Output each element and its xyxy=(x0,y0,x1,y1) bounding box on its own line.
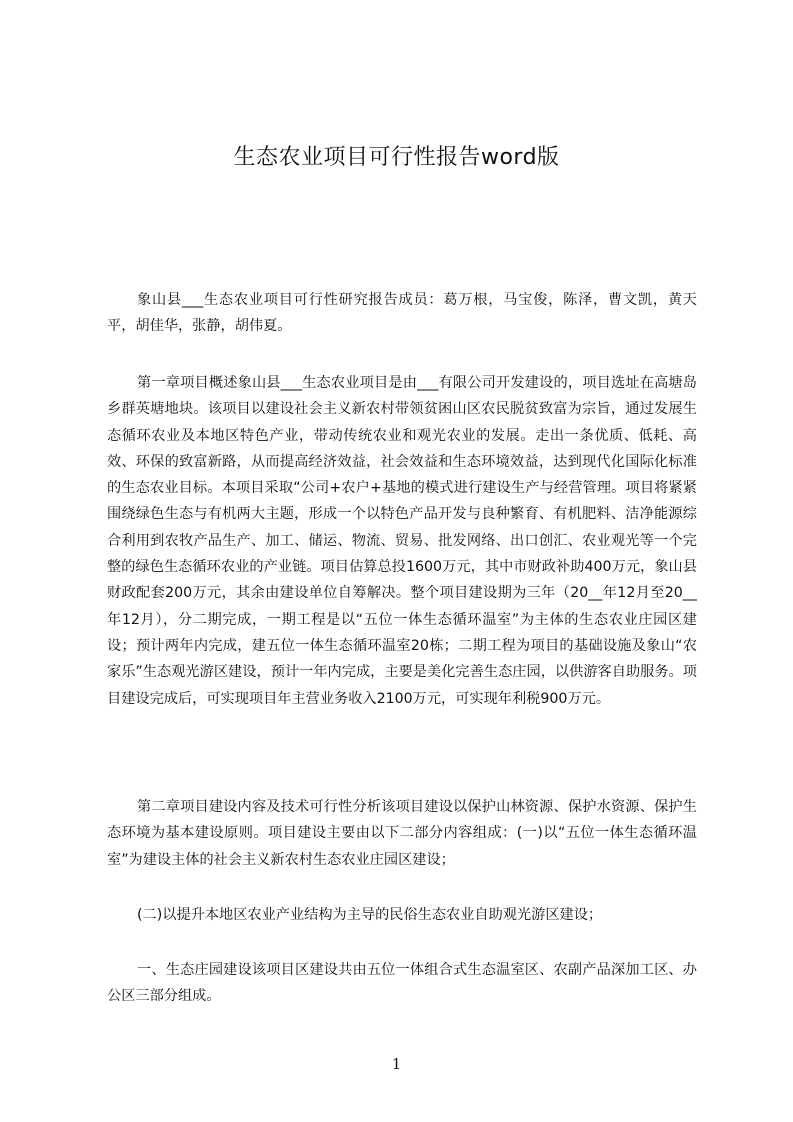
paragraph-text: 第一章项目概述象山县___生态农业项目是由___有限公司开发建设的，项目选址在高塘岛乡群英塘地块。该项目以建设社会主义新农村带领贫困山区农民脱贫致富为宗旨，通过发展生态循环农业及本地区特色产业，带动传统农业和观光农业的发展。走出一条优质、低耗、高效、环保的致富新路，从而提高经济效益，社会效益和生态环境效益，达到现代化国际化标准的生态农业目标。本项目采取“公司+农户+基地的模式进行建设生产与经营管理。项目将紧紧围绕绿色生态与有机两大主题，形成一个以特色产品开发与良种繁育、有机肥料、洁净能源综合利用到农牧产品生产、加工、储运、物流、贸易、批发网络、出口创汇、农业观光等一个完整的绿色生态循环农业的产业链。项目估算总投1600万元，其中市财政补助400万元，象山县财政配套200万元，其余由建设单位自筹解决。整个项目建设期为三年（20__年12月至20__年12月），分二期完成，一期工程是以“五位一体生态循环温室”为主体的生态农业庄园区建设；预计两年内完成，建五位一体生态循环温室20栋；二期工程为项目的基础设施及象山“农家乐”生态观光游区建设，预计一年内完成，主要是美化完善生态庄园，以供游客自助服务。项目建设完成后，可实现项目年主营业务收入2100万元，可实现年利税900万元。 xyxy=(107,375,697,707)
paragraph-chapter-one xyxy=(107,370,697,712)
page-number: 1 xyxy=(391,1055,402,1073)
paragraph-chapter-two xyxy=(107,794,697,873)
paragraph-text: (二)以提升本地区农业产业结构为主导的民俗生态农业自助观光游区建设； xyxy=(137,907,603,923)
document-title: 生态农业项目可行性报告word版 xyxy=(233,145,560,170)
paragraph-text: 第二章项目建设内容及技术可行性分析该项目建设以保护山林资源、保护水资源、保护生态环境为基本建设原则。项目建设主要由以下二部分内容组成：(一)以“五位一体生态循环温室”为建设主体的社会主义新农村生态农业庄园区建设； xyxy=(107,799,697,868)
paragraph-section-two xyxy=(107,902,697,928)
paragraph-section-one xyxy=(107,957,697,1010)
paragraph-text: 象山县___生态农业项目可行性研究报告成员：葛万根，马宝俊，陈泽，曹文凯，黄天平，胡佳华，张静，胡伟夏。 xyxy=(107,292,697,335)
paragraph-text: 一、生态庄园建设该项目区建设共由五位一体组合式生态温室区、农副产品深加工区、办公区三部分组成。 xyxy=(107,962,697,1005)
paragraph-members xyxy=(107,287,697,340)
